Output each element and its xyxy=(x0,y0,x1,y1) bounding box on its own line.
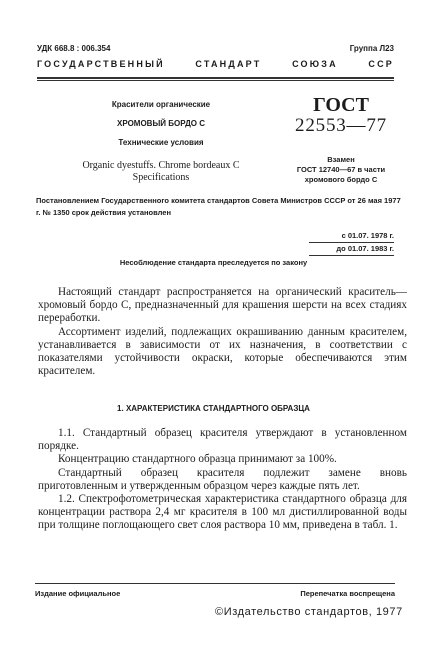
section-1-heading: 1. ХАРАКТЕРИСТИКА СТАНДАРТНОГО ОБРАЗЦА xyxy=(117,404,310,413)
section-1-body xyxy=(38,427,407,533)
validity-dates xyxy=(309,230,394,256)
replaces-label: Взамен xyxy=(327,155,355,164)
section-1-paragraph-3: Стандартный образец красителя подлежит замене вновь приготовленным и утвержденным образцом через каждые пять лет. xyxy=(38,466,407,492)
state-standard-banner: ГОСУДАРСТВЕННЫЙ СТАНДАРТ СОЮЗА ССР xyxy=(37,59,394,69)
footer-rule xyxy=(35,583,395,584)
group-code: Группа Л23 xyxy=(349,44,394,53)
intro-paragraph-1: Настоящий стандарт распространяется на органический краситель—хромовый бордо С, предназначенный для крашения шерсти на всех стадиях переработки. xyxy=(38,286,407,325)
gost-block xyxy=(282,95,400,184)
dye-category: Красители органические xyxy=(111,100,211,109)
intro-paragraph-2: Ассортимент изделий, подлежащих окрашиванию данным красителем, устанавливается в зависимости от их назначения, в соответствии с показателями устойчивости окраски, которые обеспечиваются этим красителем. xyxy=(38,325,407,378)
udk-code: УДК 668.8 : 006.354 xyxy=(37,44,111,53)
replaces-standard: ГОСТ 12740—67 в части xyxy=(296,165,386,174)
legal-warning: Несоблюдение стандарта преследуется по закону xyxy=(119,258,308,267)
decree-text: Постановлением Государственного комитета стандартов Совета Министров СССР от 26 мая 1977 г. № 1350 срок действия установлен xyxy=(36,196,401,217)
header-rule-bottom xyxy=(37,80,394,81)
dye-name: ХРОМОВЫЙ БОРДО С xyxy=(117,119,205,128)
replaces-scope: хромового бордо С xyxy=(304,175,378,184)
copyright-notice: ©Издательство стандартов, 1977 xyxy=(215,606,403,618)
gost-number: 22553—77 xyxy=(295,115,387,136)
section-1-paragraph-4: 1.2. Спектрофотометрическая характеристика стандартного образца для концентрации раствора 2,4 мг красителя в 100 мл дистиллированной воды при толщине поглощающего свет слоя раствора 10 мм, приведена в табл. 1. xyxy=(38,493,407,532)
spec-title: Технические условия xyxy=(118,138,204,147)
date-to: до 01.07. 1983 г. xyxy=(309,243,394,256)
intro-section xyxy=(38,286,407,378)
section-1-paragraph-1: 1.1. Стандартный образец красителя утверждают в установленном порядке. xyxy=(38,427,407,453)
gost-label: ГОСТ xyxy=(313,94,369,116)
english-subtitle: Specifications xyxy=(132,172,190,183)
section-1-paragraph-2: Концентрацию стандартного образца принимают за 100%. xyxy=(58,453,337,466)
english-title: Organic dyestuffs. Chrome bordeaux C xyxy=(82,160,240,171)
official-edition-label: Издание официальное xyxy=(35,589,121,598)
reprint-prohibited-label: Перепечатка воспрещена xyxy=(300,589,395,598)
header-rule-top xyxy=(37,77,394,79)
title-block xyxy=(76,100,246,183)
date-from: с 01.07. 1978 г. xyxy=(309,230,394,243)
